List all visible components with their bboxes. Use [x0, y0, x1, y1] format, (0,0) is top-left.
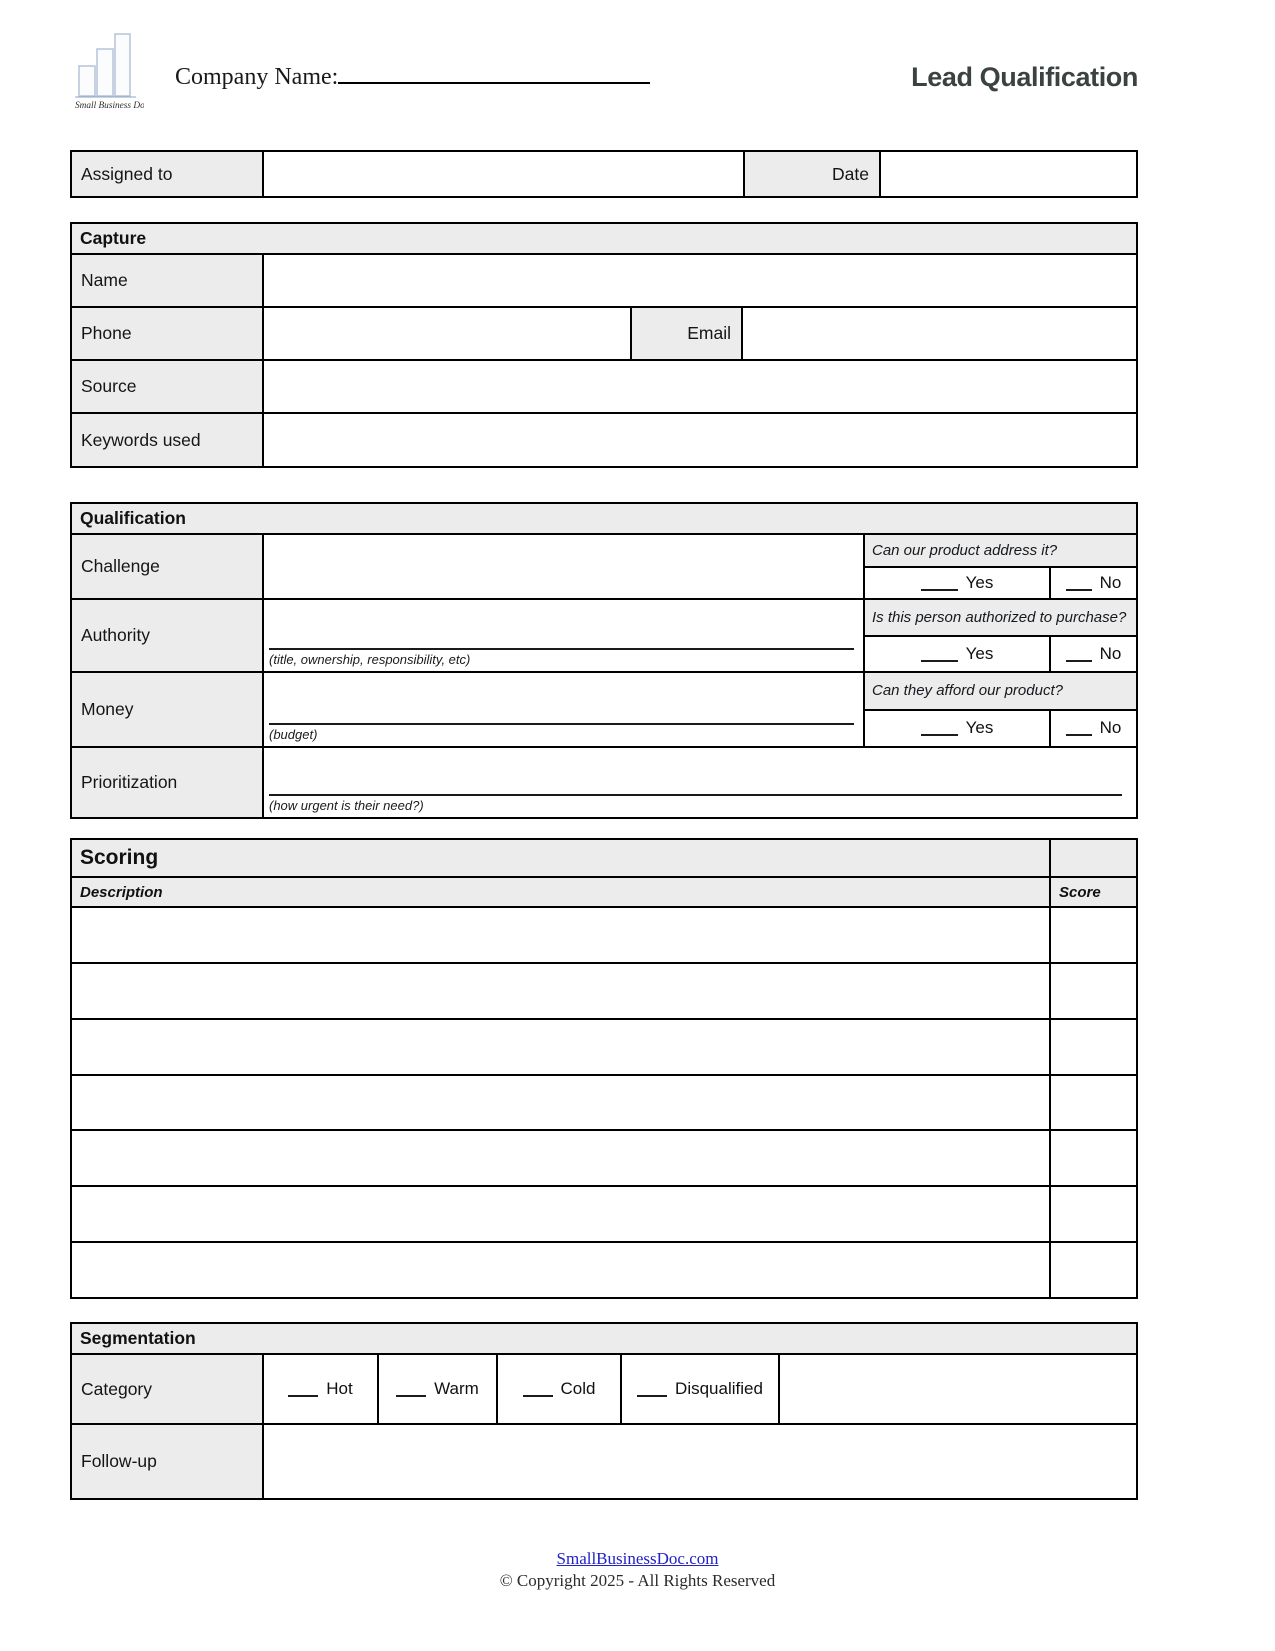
- scoring-row: [72, 1018, 1136, 1074]
- phone-input-cell[interactable]: [262, 308, 630, 359]
- followup-input-cell[interactable]: [262, 1425, 1136, 1498]
- category-option-cold[interactable]: Cold: [496, 1355, 620, 1423]
- authority-hint: (title, ownership, responsibility, etc): [269, 652, 471, 667]
- scoring-score-cell[interactable]: [1049, 964, 1136, 1018]
- scoring-description-cell[interactable]: [72, 964, 1049, 1018]
- scoring-row: [72, 962, 1136, 1018]
- option-checkbox-blank: [288, 1381, 318, 1397]
- keywords-row: [72, 412, 1136, 466]
- keywords-input-cell[interactable]: [262, 414, 1136, 466]
- logo-text: Small Business Doc: [75, 101, 144, 111]
- scoring-row: [72, 906, 1136, 962]
- date-input-cell[interactable]: [879, 152, 1136, 196]
- authority-input-cell[interactable]: [262, 600, 863, 671]
- money-hint: (budget): [269, 727, 318, 742]
- source-label-cell: Source: [72, 361, 262, 412]
- phone-email-row: [72, 306, 1136, 359]
- challenge-label-cell: Challenge: [72, 535, 262, 598]
- challenge-question: Can our product address it?: [865, 535, 1136, 568]
- no-checkbox-blank: [1066, 646, 1092, 662]
- bar-chart-logo-icon: [74, 30, 144, 112]
- capture-section: [70, 222, 1138, 468]
- scoring-row: [72, 1129, 1136, 1185]
- footer: [0, 1548, 1275, 1591]
- scoring-score-cell[interactable]: [1049, 1187, 1136, 1241]
- scoring-score-cell[interactable]: [1049, 1131, 1136, 1185]
- authority-question-block: [863, 600, 1136, 671]
- name-input-cell[interactable]: [262, 255, 1136, 306]
- description-column-header: Description: [72, 878, 1049, 906]
- page-title: Lead Qualification: [911, 62, 1138, 92]
- phone-label-cell: Phone: [72, 308, 262, 359]
- scoring-row: [72, 1185, 1136, 1241]
- scoring-score-cell[interactable]: [1049, 908, 1136, 962]
- capture-section-header: Capture: [72, 224, 1136, 253]
- assigned-to-label-cell: Assigned to: [72, 152, 262, 196]
- logo: [74, 30, 144, 112]
- scoring-description-cell[interactable]: [72, 1187, 1049, 1241]
- no-checkbox-blank: [1066, 575, 1092, 591]
- scoring-description-cell[interactable]: [72, 908, 1049, 962]
- segmentation-section: [70, 1322, 1138, 1500]
- source-row: [72, 359, 1136, 412]
- category-row: [72, 1353, 1136, 1423]
- authority-no-option[interactable]: No: [1051, 637, 1136, 672]
- prioritization-input-cell[interactable]: [262, 748, 1136, 817]
- email-label-cell: Email: [630, 308, 741, 359]
- prioritization-hint: (how urgent is their need?): [269, 798, 424, 813]
- scoring-description-cell[interactable]: [72, 1131, 1049, 1185]
- category-option-hot[interactable]: Hot: [262, 1355, 377, 1423]
- source-input-cell[interactable]: [262, 361, 1136, 412]
- scoring-description-cell[interactable]: [72, 1020, 1049, 1074]
- option-checkbox-blank: [637, 1381, 667, 1397]
- footer-website-link[interactable]: SmallBusinessDoc.com: [556, 1549, 719, 1568]
- scoring-description-cell[interactable]: [72, 1076, 1049, 1130]
- followup-label-cell: Follow-up: [72, 1425, 262, 1498]
- name-label-cell: Name: [72, 255, 262, 306]
- email-input-cell[interactable]: [741, 308, 1136, 359]
- money-no-option[interactable]: No: [1051, 711, 1136, 747]
- money-input-cell[interactable]: [262, 673, 863, 746]
- scoring-section: [70, 838, 1138, 1299]
- scoring-header-row: [72, 840, 1136, 876]
- segmentation-section-header: Segmentation: [72, 1324, 1136, 1353]
- challenge-input-cell[interactable]: [262, 535, 863, 598]
- challenge-yes-option[interactable]: Yes: [865, 568, 1051, 599]
- option-checkbox-blank: [396, 1381, 426, 1397]
- category-option-warm[interactable]: Warm: [377, 1355, 496, 1423]
- yes-checkbox-blank: [921, 575, 958, 591]
- scoring-row: [72, 1241, 1136, 1297]
- assigned-row: [72, 152, 1136, 196]
- money-question: Can they afford our product?: [865, 673, 1136, 711]
- score-column-header: Score: [1049, 878, 1136, 906]
- scoring-row: [72, 1074, 1136, 1130]
- authority-yes-option[interactable]: Yes: [865, 637, 1051, 672]
- option-checkbox-blank: [523, 1381, 553, 1397]
- category-option-disqualified[interactable]: Disqualified: [620, 1355, 778, 1423]
- challenge-no-option[interactable]: No: [1051, 568, 1136, 599]
- challenge-row: [72, 533, 1136, 598]
- qualification-section: [70, 502, 1138, 819]
- money-label-cell: Money: [72, 673, 262, 746]
- money-write-line: [269, 723, 854, 725]
- scoring-score-cell[interactable]: [1049, 1076, 1136, 1130]
- money-yes-option[interactable]: Yes: [865, 711, 1051, 747]
- scoring-section-header: Scoring: [72, 840, 1049, 876]
- assigned-table: [70, 150, 1138, 198]
- copyright-text: © Copyright 2025 - All Rights Reserved: [499, 1571, 776, 1590]
- no-checkbox-blank: [1066, 720, 1092, 736]
- company-name-label: Company Name:: [175, 64, 339, 90]
- scoring-header-spacer-cell: [1049, 840, 1136, 876]
- challenge-question-block: [863, 535, 1136, 598]
- prioritization-label-cell: Prioritization: [72, 748, 262, 817]
- qualification-section-header: Qualification: [72, 504, 1136, 533]
- yes-checkbox-blank: [921, 720, 958, 736]
- scoring-description-cell[interactable]: [72, 1243, 1049, 1297]
- scoring-score-cell[interactable]: [1049, 1243, 1136, 1297]
- scoring-column-header-row: [72, 876, 1136, 906]
- company-name: [175, 60, 650, 91]
- prioritization-row: [72, 746, 1136, 817]
- money-row: [72, 671, 1136, 746]
- category-notes-cell[interactable]: [778, 1355, 1136, 1423]
- category-options: [262, 1355, 778, 1423]
- keywords-label-cell: Keywords used: [72, 414, 262, 466]
- scoring-rows: [72, 906, 1136, 1297]
- name-row: [72, 253, 1136, 306]
- date-label-cell: Date: [743, 152, 879, 196]
- money-question-block: [863, 673, 1136, 746]
- scoring-score-cell[interactable]: [1049, 1020, 1136, 1074]
- assigned-to-input-cell[interactable]: [262, 152, 743, 196]
- followup-row: [72, 1423, 1136, 1498]
- authority-row: [72, 598, 1136, 671]
- yes-checkbox-blank: [921, 646, 958, 662]
- company-name-input-line[interactable]: [338, 60, 650, 84]
- authority-label-cell: Authority: [72, 600, 262, 671]
- category-label-cell: Category: [72, 1355, 262, 1423]
- authority-question: Is this person authorized to purchase?: [865, 600, 1136, 637]
